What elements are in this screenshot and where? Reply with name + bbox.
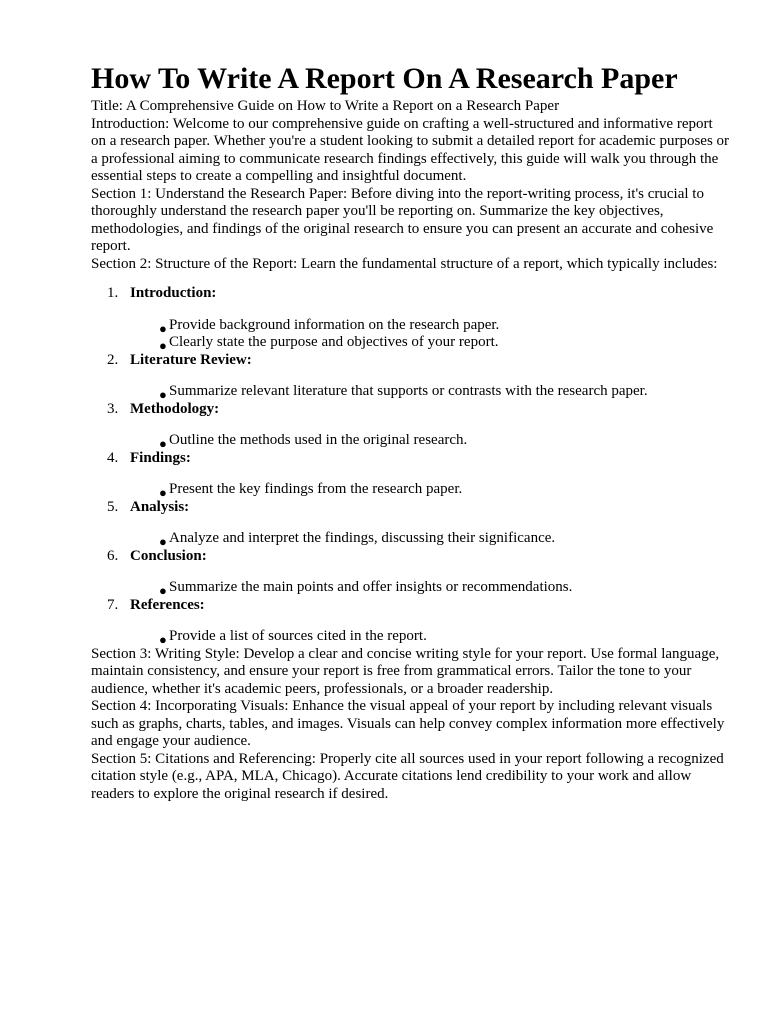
- list-number: 2.: [107, 351, 119, 368]
- structure-item-literature-review: [91, 352, 731, 401]
- bullet-list: [130, 530, 731, 548]
- list-number: 7.: [107, 596, 119, 613]
- list-item: [130, 530, 731, 548]
- list-item: [130, 628, 731, 646]
- structure-heading: Methodology:: [130, 400, 220, 417]
- list-number: 5.: [107, 498, 119, 515]
- bullet-text: Provide a list of sources cited in the report.: [169, 628, 427, 644]
- structure-item-analysis: [91, 499, 731, 548]
- list-item: [130, 432, 731, 450]
- bullet-icon: ●: [159, 436, 167, 451]
- list-number: 3.: [107, 400, 119, 417]
- bullet-icon: ●: [159, 387, 167, 402]
- list-item: [130, 334, 731, 352]
- list-number: 4.: [107, 449, 119, 466]
- bullet-text: Analyze and interpret the findings, discussing their significance.: [169, 530, 556, 546]
- subtitle-paragraph: Title: A Comprehensive Guide on How to Write a Report on a Research Paper: [91, 98, 560, 114]
- bullet-list: [130, 432, 731, 450]
- bullet-icon: ●: [159, 338, 167, 353]
- structure-heading: Conclusion:: [130, 547, 207, 564]
- bullet-text: Present the key findings from the research paper.: [169, 481, 463, 497]
- structure-heading: Literature Review:: [130, 351, 252, 368]
- bullet-list: [130, 481, 731, 499]
- structure-item-conclusion: [91, 548, 731, 597]
- section-4-paragraph: Section 4: Incorporating Visuals: Enhance the visual appeal of your report by including relevant visuals such as graphs, charts, tables, and images. Visuals can help convey complex information more effectively and engage your audience.: [91, 698, 725, 749]
- list-item: [130, 383, 731, 401]
- structure-heading: Introduction:: [130, 285, 217, 301]
- bullet-list: [130, 628, 731, 646]
- bullet-text: Clearly state the purpose and objectives of your report.: [169, 334, 499, 350]
- page-title: How To Write A Report On A Research Paper: [91, 62, 678, 95]
- bullet-icon: ●: [159, 583, 167, 598]
- bullet-icon: ●: [159, 485, 167, 500]
- bullet-icon: ●: [159, 534, 167, 549]
- structure-item-references: [91, 597, 731, 646]
- structure-heading: References:: [130, 596, 205, 613]
- document-page: [91, 60, 731, 803]
- structure-heading: Analysis:: [130, 498, 190, 515]
- bullet-list: [130, 579, 731, 597]
- list-number: 6.: [107, 547, 119, 564]
- list-item: [130, 317, 731, 335]
- structure-item-methodology: [91, 401, 731, 450]
- section-2-paragraph: Section 2: Structure of the Report: Learn the fundamental structure of a report, which typically includes:: [91, 255, 718, 272]
- bullet-list: [130, 317, 731, 352]
- bullet-text: Provide background information on the research paper.: [169, 316, 500, 333]
- bullet-text: Summarize relevant literature that supports or contrasts with the research paper.: [169, 383, 648, 399]
- structure-item-introduction: [91, 285, 731, 352]
- structure-heading: Findings:: [130, 449, 191, 466]
- list-item: [130, 579, 731, 597]
- bullet-icon: ●: [159, 632, 167, 647]
- bullet-list: [130, 383, 731, 401]
- section-5-paragraph: Section 5: Citations and Referencing: Properly cite all sources used in your report following a recognized citation style (e.g., APA, MLA, Chicago). Accurate citations lend credibility to your work and allow readers to explore the original research if desired.: [91, 750, 724, 802]
- bullet-text: Outline the methods used in the original research.: [169, 432, 468, 448]
- report-structure-list: [91, 285, 731, 646]
- section-1-paragraph: Section 1: Understand the Research Paper: Before diving into the report-writing process, it's crucial to thoroughly understand the research paper you'll be reporting on. Summarize the key objectives, methodologies, and findings of the original research to ensure you can present an accurate and cohesive report.: [91, 185, 714, 254]
- bullet-icon: ●: [159, 320, 167, 336]
- bullet-text: Summarize the main points and offer insights or recommendations.: [169, 579, 573, 595]
- list-number: 1.: [107, 285, 119, 301]
- section-3-paragraph: Section 3: Writing Style: Develop a clear and concise writing style for your report. Use formal language, maintain consistency, and ensure your report is free from grammatical errors. Tailor the tone to your audience, whether it's academic peers, professionals, or a broader readership.: [91, 645, 720, 697]
- structure-item-findings: [91, 450, 731, 499]
- list-item: [130, 481, 731, 499]
- introduction-paragraph: Introduction: Welcome to our comprehensive guide on crafting a well-structured and informative report on a research paper. Whether you're a student looking to submit a detailed report for academic purposes or a professional aiming to communicate research findings effectively, this guide will walk you through the essential steps to create a compelling and insightful document.: [91, 115, 730, 184]
